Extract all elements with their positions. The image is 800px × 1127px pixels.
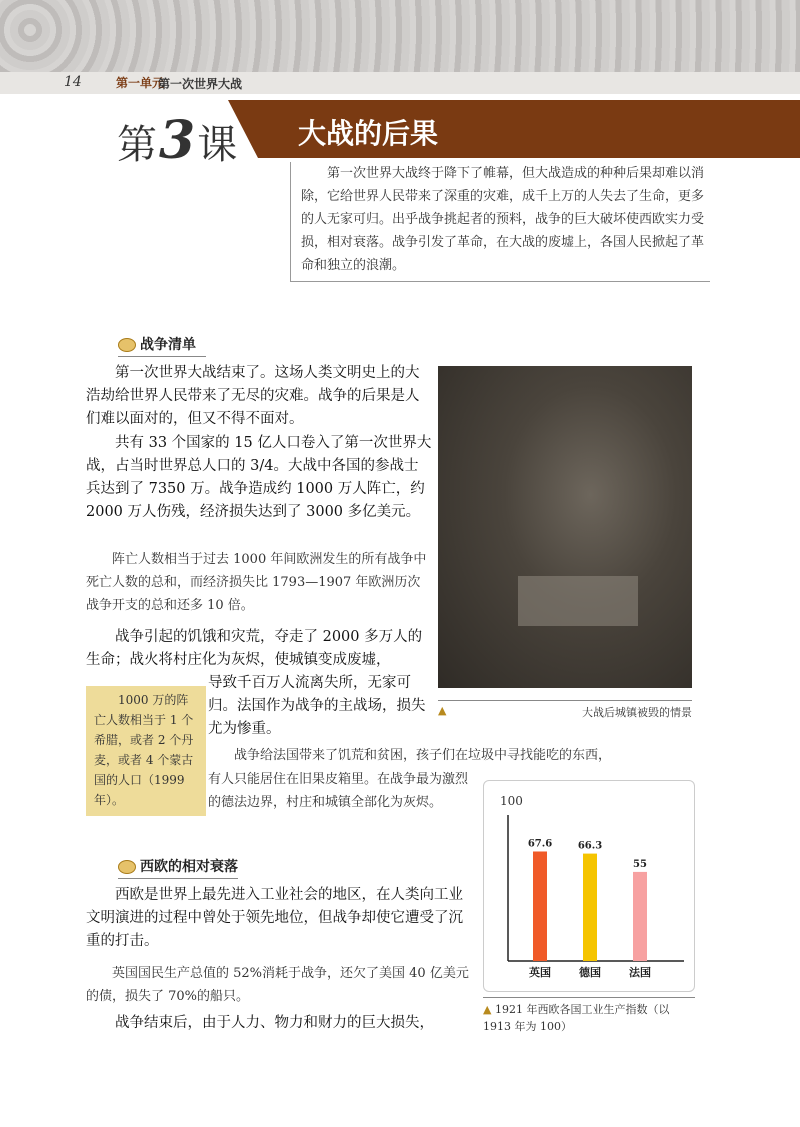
paragraph: 导致千百万人流离失所，无家可归。法国作为战争的主战场，损失尤为惨重。 [208, 675, 426, 737]
paragraph: 第一次世界大战结束了。这场人类文明史上的大浩劫给世界人民带来了无尽的灾难。战争的后果是人们难以面对的，但又不得不面对。 [86, 365, 420, 427]
unit-title: 第一次世界大战 [158, 77, 243, 91]
paragraph: 有人只能居住在旧果皮箱里。在战争最为激烈的德法边界，村庄和城镇全部化为灰烬。 [208, 772, 469, 810]
paragraph: 共有 33 个国家的 15 亿人口卷入了第一次世界大战，占当时世界总人口的 3/4。大战中各国的参战士兵达到了 7350 万。战争造成约 1000 万人阵亡，约 2000 万人伤残，经济损失达到了 3000 多亿美元。 [86, 435, 432, 520]
paragraph-note: 阵亡人数相当于过去 1000 年间欧洲发生的所有战争中死亡人数的总和，而经济损失比 1793—1907 年欧洲历次战争开支的总和还多 10 倍。 [86, 552, 427, 613]
category-label: 英国 [529, 966, 551, 979]
bar-1 [533, 851, 547, 961]
section-emblem-icon [118, 860, 136, 874]
paragraph-note: 英国国民生产总值的 52%消耗于战争，还欠了美国 40 亿美元的债，损失了 70%的船只。 [86, 966, 469, 1004]
section-title-war-list: 战争清单 [118, 334, 206, 357]
unit-badge: 第一单元 [116, 76, 165, 90]
lesson-intro: 第一次世界大战终于降下了帷幕，但大战造成的种种后果却难以消除，它给世界人民带来了深重的灾难，成千上万的人失去了生命，更多的人无家可归。出乎战争挑起者的预料，战争的巨大破坏使西欧实力受损，相对衰落。战争引发了革命，在大战的废墟上，各国人民掀起了革命和独立的浪潮。 [290, 162, 710, 282]
photo-caption: ▲ 大战后城镇被毁的情景 [438, 704, 692, 719]
lesson-bar-corner [228, 100, 258, 158]
paragraph: 西欧是世界上最先进入工业社会的地区，在人类向工业文明演进的过程中曾处于领先地位，但战争却使它遭受了沉重的打击。 [86, 887, 463, 949]
chart-frame [483, 780, 695, 992]
y-axis-top-label: 100 [500, 794, 523, 808]
lesson-title: 大战的后果 [298, 117, 439, 150]
chart-caption: ▲ 1921 年西欧各国工业生产指数（以 1913 年为 100） [483, 1003, 670, 1033]
triangle-icon: ▲ [483, 1003, 492, 1016]
caption-divider [438, 700, 692, 701]
paragraph: 战争结束后，由于人力、物力和财力的巨大损失， [115, 1015, 434, 1031]
caption-divider [483, 997, 695, 998]
bar-3 [633, 872, 647, 961]
bar-2 [583, 854, 597, 961]
paragraph: 战争给法国带来了饥荒和贫困，孩子们在垃圾中寻找能吃的东西， [234, 748, 612, 763]
ruined-town-photo [438, 366, 692, 688]
bar-value-label: 67.6 [527, 838, 553, 850]
triangle-icon: ▲ [438, 704, 447, 717]
info-sidebox: 1000 万的阵亡人数相当于 1 个希腊，或者 2 个丹麦，或者 4 个蒙古国的人口（1999 年）。 [86, 686, 206, 816]
page-number: 14 [64, 74, 82, 90]
bar-value-label: 55 [633, 858, 647, 870]
bar-value-label: 66.3 [577, 840, 603, 852]
lesson-number: 第3课 [117, 110, 240, 171]
section-title-decline: 西欧的相对衰落 [118, 856, 238, 879]
category-label: 德国 [579, 966, 601, 979]
category-label: 法国 [629, 966, 651, 979]
paragraph: 战争引起的饥饿和灾荒，夺走了 2000 多万人的生命；战火将村庄化为灰烬，使城镇变成废墟， [86, 629, 423, 668]
section-emblem-icon [118, 338, 136, 352]
industrial-index-chart [484, 781, 696, 993]
